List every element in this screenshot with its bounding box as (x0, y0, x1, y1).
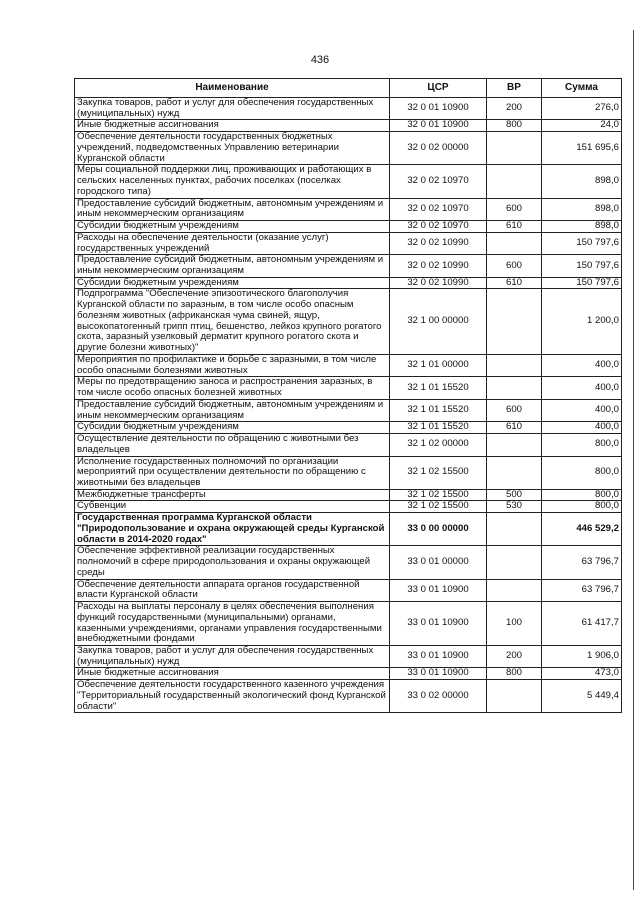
table-row (75, 456, 622, 489)
row-name-cell: Закупка товаров, работ и услуг для обеспечения государственных (муниципальных) нужд (75, 98, 390, 120)
row-csr-cell: 32 1 01 15520 (390, 399, 487, 421)
row-vr-cell: 800 (487, 120, 542, 132)
row-name-cell: Расходы на обеспечение деятельности (оказание услуг) государственных учреждений (75, 232, 390, 254)
row-vr-cell: 610 (487, 277, 542, 289)
row-csr-cell: 33 0 01 10900 (390, 602, 487, 646)
row-sum-cell: 800,0 (542, 456, 622, 489)
table-row (75, 602, 622, 646)
row-name-cell: Субсидии бюджетным учреждениям (75, 422, 390, 434)
table-row (75, 579, 622, 601)
table-row (75, 668, 622, 680)
row-vr-cell: 100 (487, 602, 542, 646)
row-csr-cell: 33 0 01 10900 (390, 645, 487, 667)
row-csr-cell: 33 0 01 10900 (390, 579, 487, 601)
row-vr-cell: 600 (487, 198, 542, 220)
table-row (75, 546, 622, 579)
row-csr-cell: 32 1 00 00000 (390, 289, 487, 354)
row-sum-cell: 1 200,0 (542, 289, 622, 354)
row-sum-cell: 800,0 (542, 434, 622, 456)
row-sum-cell: 276,0 (542, 98, 622, 120)
row-name-cell: Субсидии бюджетным учреждениям (75, 277, 390, 289)
row-csr-cell: 32 0 01 10900 (390, 120, 487, 132)
row-name-cell: Иные бюджетные ассигнования (75, 120, 390, 132)
row-csr-cell: 32 0 02 10990 (390, 232, 487, 254)
row-name-cell: Закупка товаров, работ и услуг для обеспечения государственных (муниципальных) нужд (75, 645, 390, 667)
table-row (75, 680, 622, 713)
row-vr-cell: 200 (487, 645, 542, 667)
row-vr-cell (487, 377, 542, 399)
row-sum-cell: 400,0 (542, 399, 622, 421)
row-csr-cell: 32 0 02 10970 (390, 198, 487, 220)
table-row (75, 232, 622, 254)
row-csr-cell: 32 1 02 15500 (390, 501, 487, 513)
row-name-cell: Межбюджетные трансферты (75, 489, 390, 501)
row-vr-cell (487, 513, 542, 546)
row-name-cell: Расходы на выплаты персоналу в целях обеспечения выполнения функций государственными (муниципальными) органами, казенными учреждениями, органами управления государственными внебюджетными фондами (75, 602, 390, 646)
row-name-cell: Исполнение государственных полномочий по организации мероприятий при осуществлении деятельности по обращению с животными без владельцев (75, 456, 390, 489)
row-sum-cell: 473,0 (542, 668, 622, 680)
row-vr-cell: 200 (487, 98, 542, 120)
table-row (75, 120, 622, 132)
table-row (75, 422, 622, 434)
row-vr-cell: 800 (487, 668, 542, 680)
row-vr-cell (487, 579, 542, 601)
row-csr-cell: 32 0 02 10990 (390, 277, 487, 289)
row-vr-cell: 600 (487, 399, 542, 421)
row-vr-cell (487, 289, 542, 354)
row-name-cell: Обеспечение эффективной реализации государственных полномочий в сфере природопользования и охраны окружающей среды (75, 546, 390, 579)
row-name-cell: Субвенции (75, 501, 390, 513)
row-vr-cell (487, 354, 542, 376)
row-csr-cell: 32 1 02 00000 (390, 434, 487, 456)
row-name-cell: Осуществление деятельности по обращению с животными без владельцев (75, 434, 390, 456)
row-sum-cell: 400,0 (542, 422, 622, 434)
table-header-row (75, 79, 622, 98)
header-sum: Сумма (542, 79, 622, 98)
row-vr-cell: 610 (487, 422, 542, 434)
row-name-cell: Предоставление субсидий бюджетным, автономным учреждениям и иным некоммерческим организациям (75, 198, 390, 220)
row-sum-cell: 150 797,6 (542, 232, 622, 254)
row-name-cell: Меры социальной поддержки лиц, проживающих и работающих в сельских населенных пунктах, рабочих поселках (поселках городского типа) (75, 165, 390, 198)
row-sum-cell: 63 796,7 (542, 579, 622, 601)
row-sum-cell: 150 797,6 (542, 255, 622, 277)
table-row (75, 501, 622, 513)
table-row (75, 198, 622, 220)
table-row (75, 289, 622, 354)
row-csr-cell: 33 0 01 10900 (390, 668, 487, 680)
row-csr-cell: 33 0 02 00000 (390, 680, 487, 713)
row-csr-cell: 32 1 02 15500 (390, 456, 487, 489)
table-row (75, 132, 622, 165)
row-csr-cell: 32 1 01 00000 (390, 354, 487, 376)
table-row (75, 98, 622, 120)
row-csr-cell: 32 0 02 10970 (390, 165, 487, 198)
row-csr-cell: 32 1 02 15500 (390, 489, 487, 501)
row-sum-cell: 150 797,6 (542, 277, 622, 289)
row-sum-cell: 61 417,7 (542, 602, 622, 646)
row-name-cell: Предоставление субсидий бюджетным, автономным учреждениям и иным некоммерческим организациям (75, 255, 390, 277)
table-row (75, 645, 622, 667)
table-row (75, 399, 622, 421)
row-vr-cell (487, 132, 542, 165)
row-vr-cell: 600 (487, 255, 542, 277)
row-sum-cell: 898,0 (542, 198, 622, 220)
row-vr-cell (487, 434, 542, 456)
row-sum-cell: 800,0 (542, 489, 622, 501)
row-name-cell: Обеспечение деятельности государственных бюджетных учреждений, подведомственных Управлению ветеринарии Курганской области (75, 132, 390, 165)
table-row (75, 434, 622, 456)
page-number: 436 (310, 54, 330, 66)
row-vr-cell: 610 (487, 221, 542, 233)
row-sum-cell: 446 529,2 (542, 513, 622, 546)
row-vr-cell (487, 456, 542, 489)
row-sum-cell: 5 449,4 (542, 680, 622, 713)
table-row (75, 221, 622, 233)
row-name-cell: Иные бюджетные ассигнования (75, 668, 390, 680)
row-vr-cell: 500 (487, 489, 542, 501)
row-vr-cell (487, 546, 542, 579)
header-csr: ЦСР (390, 79, 487, 98)
row-vr-cell: 530 (487, 501, 542, 513)
table-row (75, 513, 622, 546)
row-name-cell: Подпрограмма "Обеспечение эпизоотического благополучия Курганской области по заразным, в том числе особо опасным болезням животных (африканская чума свиней, ящур, высокопатогенный грипп птиц, бешенство, лейкоз крупного рогатого скота, заразный узелковый дерматит крупного рогатого скота и другие болезни животных)" (75, 289, 390, 354)
row-csr-cell: 32 0 01 10900 (390, 98, 487, 120)
table-row (75, 277, 622, 289)
row-csr-cell: 32 1 01 15520 (390, 377, 487, 399)
table-row (75, 354, 622, 376)
row-sum-cell: 400,0 (542, 377, 622, 399)
row-name-cell: Меры по предотвращению заноса и распространения заразных, в том числе особо опасных болезней животных (75, 377, 390, 399)
header-name: Наименование (75, 79, 390, 98)
table-row (75, 165, 622, 198)
row-csr-cell: 33 0 00 00000 (390, 513, 487, 546)
row-name-cell: Субсидии бюджетным учреждениям (75, 221, 390, 233)
table-row (75, 255, 622, 277)
row-sum-cell: 898,0 (542, 165, 622, 198)
row-sum-cell: 63 796,7 (542, 546, 622, 579)
row-name-cell: Мероприятия по профилактике и борьбе с заразными, в том числе особо опасными болезнями животных (75, 354, 390, 376)
budget-table (74, 78, 622, 713)
header-vr: ВР (487, 79, 542, 98)
row-sum-cell: 400,0 (542, 354, 622, 376)
row-name-cell: Обеспечение деятельности аппарата органов государственной власти Курганской области (75, 579, 390, 601)
table-body (75, 98, 622, 713)
row-vr-cell (487, 680, 542, 713)
row-sum-cell: 24,0 (542, 120, 622, 132)
row-sum-cell: 800,0 (542, 501, 622, 513)
row-sum-cell: 898,0 (542, 221, 622, 233)
row-csr-cell: 32 1 01 15520 (390, 422, 487, 434)
row-name-cell: Обеспечение деятельности государственного казенного учреждения "Территориальный государственный экологический фонд Курганской области" (75, 680, 390, 713)
table-row (75, 377, 622, 399)
row-vr-cell (487, 165, 542, 198)
row-csr-cell: 32 0 02 10970 (390, 221, 487, 233)
row-csr-cell: 33 0 01 00000 (390, 546, 487, 579)
row-name-cell: Государственная программа Курганской области "Природопользование и охрана окружающей среды Курганской области в 2014-2020 годах" (75, 513, 390, 546)
row-name-cell: Предоставление субсидий бюджетным, автономным учреждениям и иным некоммерческим организациям (75, 399, 390, 421)
scan-edge-line (633, 30, 634, 890)
row-sum-cell: 151 695,6 (542, 132, 622, 165)
table-row (75, 489, 622, 501)
row-vr-cell (487, 232, 542, 254)
row-csr-cell: 32 0 02 10990 (390, 255, 487, 277)
row-sum-cell: 1 906,0 (542, 645, 622, 667)
row-csr-cell: 32 0 02 00000 (390, 132, 487, 165)
